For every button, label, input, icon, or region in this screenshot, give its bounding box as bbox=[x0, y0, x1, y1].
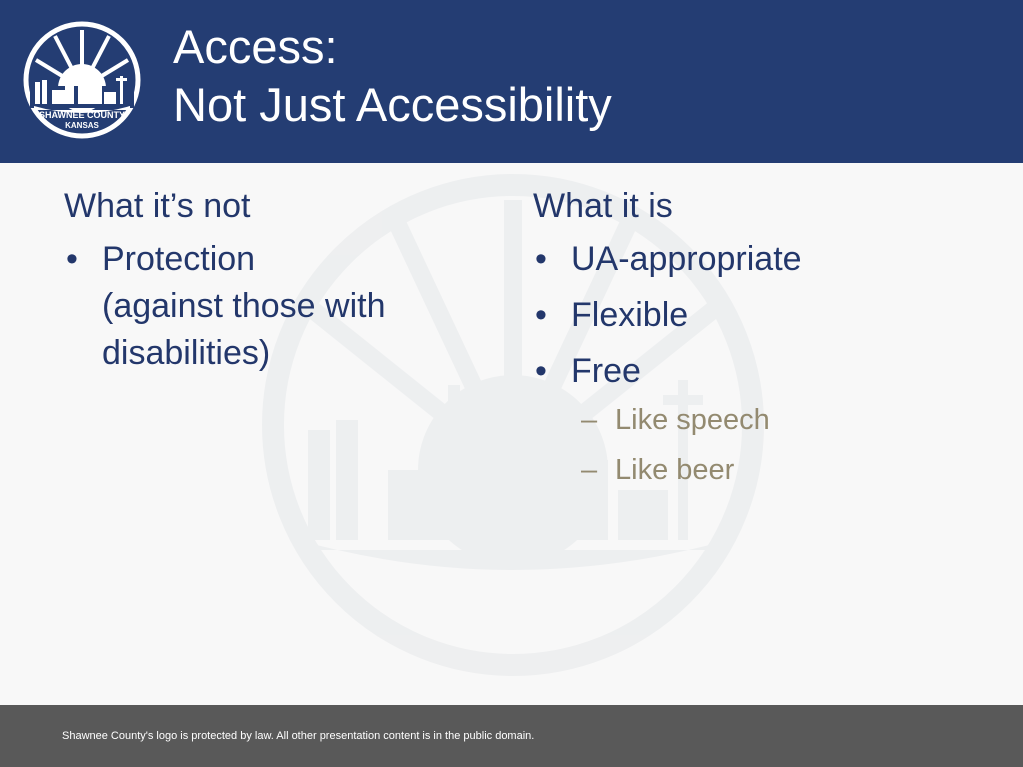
right-bullet-list bbox=[533, 236, 973, 491]
slide-title bbox=[173, 18, 612, 134]
right-column bbox=[533, 182, 973, 500]
title-line-1: Access: bbox=[173, 20, 338, 73]
bullet-line: disabilities) bbox=[102, 334, 271, 372]
list-item bbox=[533, 292, 973, 339]
left-column bbox=[64, 182, 484, 386]
slide-footer bbox=[0, 705, 1023, 767]
shawnee-county-seal-icon bbox=[22, 20, 142, 140]
bullet-line: (against those with bbox=[102, 287, 386, 325]
footer-notice: Shawnee County's logo is protected by law. All other presentation content is in the public domain. bbox=[62, 730, 535, 742]
bullet-text: UA-appropriate bbox=[571, 240, 802, 278]
title-line-2: Not Just Accessibility bbox=[173, 78, 612, 131]
sub-list-item: – Like beer bbox=[581, 449, 973, 491]
sub-list-item: – Like speech bbox=[581, 399, 973, 441]
bullet-text: Free bbox=[571, 352, 641, 390]
right-column-heading: What it is bbox=[533, 187, 673, 225]
svg-text:KANSAS: KANSAS bbox=[65, 121, 99, 130]
bullet-line: • Protection bbox=[102, 240, 256, 278]
left-column-heading: What it’s not bbox=[64, 187, 251, 225]
list-item bbox=[533, 348, 973, 491]
left-bullet-list bbox=[64, 236, 484, 377]
list-item bbox=[64, 236, 484, 377]
slide-header bbox=[0, 0, 1023, 163]
svg-text:SHAWNEE COUNTY: SHAWNEE COUNTY bbox=[38, 110, 126, 120]
list-item bbox=[533, 236, 973, 283]
bullet-text: Flexible bbox=[571, 296, 689, 334]
sub-bullet-list bbox=[581, 399, 973, 491]
